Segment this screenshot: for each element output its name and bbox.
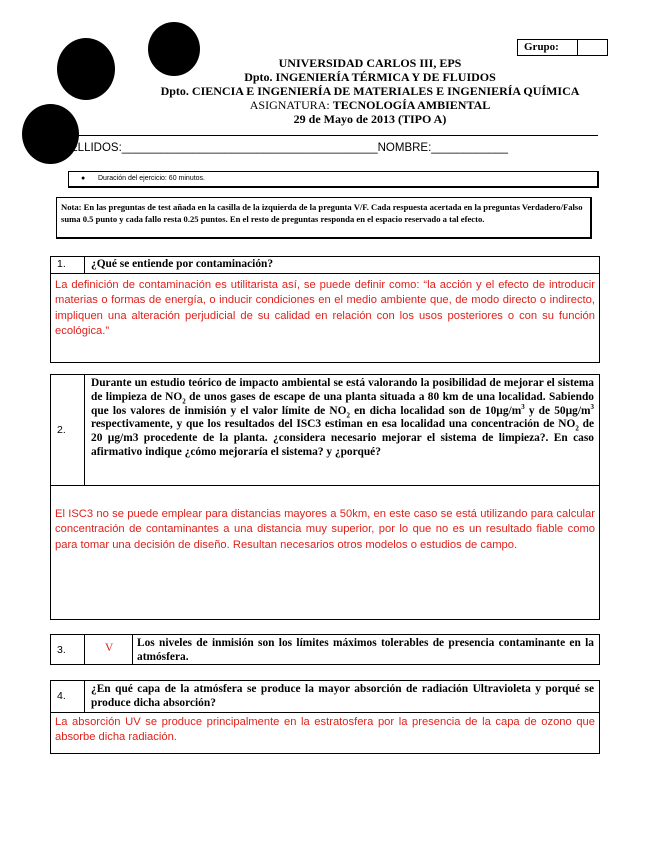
question-2-box bbox=[50, 374, 600, 620]
header-divider bbox=[60, 135, 598, 136]
department-1: Dpto. INGENIERÍA TÉRMICA Y DE FLUIDOS bbox=[244, 70, 496, 84]
university-title: UNIVERSIDAD CARLOS III, EPS bbox=[278, 56, 462, 70]
subject-line bbox=[140, 98, 600, 112]
question-1-text: ¿Qué se entiende por contaminación? bbox=[91, 258, 274, 270]
question-number: 3. bbox=[57, 644, 66, 656]
true-false-mark: V bbox=[105, 642, 114, 654]
question-number: 1. bbox=[57, 258, 66, 270]
redaction-blot-3 bbox=[22, 104, 79, 164]
duration-box bbox=[68, 171, 599, 188]
question-1-number-cell bbox=[51, 257, 85, 273]
question-3-number-cell bbox=[51, 635, 85, 664]
answer-4-text[interactable]: La absorción UV se produce principalmente en la estratosfera por la presencia de la capa de ozono que absorbe dicha radiación. bbox=[55, 716, 595, 744]
question-3-text: Los niveles de inmisión son los límites máximos tolerables de presencia contaminante en la atmósfera. bbox=[137, 637, 594, 663]
redaction-blot-1 bbox=[57, 38, 115, 100]
question-2-text: Durante un estudio teórico de impacto ambiental se está valorando la posibilidad de mejorar el sistema de limpieza de $NO_2$ de unos gases de escape de una planta situada a 80 km de una localidad. Sabiendo que los valores de inmisión y el valor límite de $NO_2$ en dicha localidad son de $10\mu g/m^3$ y de $50\mu g/m^3$ respectivamente, y que los resultados del ISC3 estiman en esa localidad una concentración de $NO_2$ de 20 µg/m3 procedente de la planta. ¿considera necesario mejorar el sistema de limpieza?. En caso afirmativo indique ¿cómo mejoraría el sistema? y ¿porqué? bbox=[91, 377, 594, 458]
subject-label: ASIGNATURA: bbox=[249, 98, 333, 112]
true-false-cell[interactable] bbox=[84, 635, 133, 664]
student-name-line[interactable] bbox=[70, 142, 508, 154]
duration-text: Duración del ejercicio: 60 minutos. bbox=[98, 175, 205, 182]
subject-name: TECNOLOGÍA AMBIENTAL bbox=[332, 98, 491, 112]
department-2: Dpto. CIENCIA E INGENIERÍA DE MATERIALES E INGENIERÍA QUÍMICA bbox=[160, 84, 580, 98]
question-1-header bbox=[51, 257, 599, 274]
question-number: 2. bbox=[57, 424, 66, 436]
question-4-box bbox=[50, 680, 600, 754]
question-4-header bbox=[51, 681, 599, 713]
answer-1-text[interactable]: La definición de contaminación es utilitarista así, se puede definir como: “la acción y el efecto de introducir materias o formas de energía, o inducir condiciones en el medio ambiente que, de modo directo o indirecto, impliquen una alteración perjudicial de su calidad en relación con los usos posteriores o con su función ecológica.” bbox=[55, 279, 595, 337]
question-number: 4. bbox=[57, 690, 66, 702]
bullet-icon: ● bbox=[81, 175, 86, 182]
question-3-box bbox=[50, 634, 600, 665]
exam-date: 29 de Mayo de 2013 (TIPO A) bbox=[293, 112, 447, 126]
surnames-field[interactable]: ELLIDOS:________________________________________ bbox=[70, 142, 378, 154]
grupo-input-cell[interactable] bbox=[577, 40, 608, 55]
question-2-header bbox=[51, 375, 599, 486]
question-4-number-cell bbox=[51, 681, 85, 712]
question-1-box bbox=[50, 256, 600, 363]
grupo-field[interactable] bbox=[517, 39, 608, 56]
grupo-label: Grupo: bbox=[524, 41, 559, 53]
question-2-number-cell bbox=[51, 375, 85, 485]
answer-2-text[interactable]: El ISC3 no se puede emplear para distancias mayores a 50km, en este caso se está utilizando para calcular concentración de contaminantes a una distancia muy superior, por lo que no es un resultado fiable como para tomar una decisión de diseño. Resultan necesarios otros modelos o estudios de campo. bbox=[55, 508, 595, 551]
name-field[interactable]: NOMBRE:____________ bbox=[377, 142, 509, 154]
question-4-text: ¿En qué capa de la atmósfera se produce la mayor absorción de radiación Ultravioleta y porqué se produce dicha absorción? bbox=[91, 683, 594, 709]
instructions-note: Nota: En las preguntas de test añada en la casilla de la izquierda de la pregunta V/F. Cada respuesta acertada en la preguntas Verdadero/Falso suma 0.5 punto y cada fallo resta 0.25 puntos. En el resto de preguntas responda en el espacio reservado a tal efecto. bbox=[56, 197, 592, 239]
